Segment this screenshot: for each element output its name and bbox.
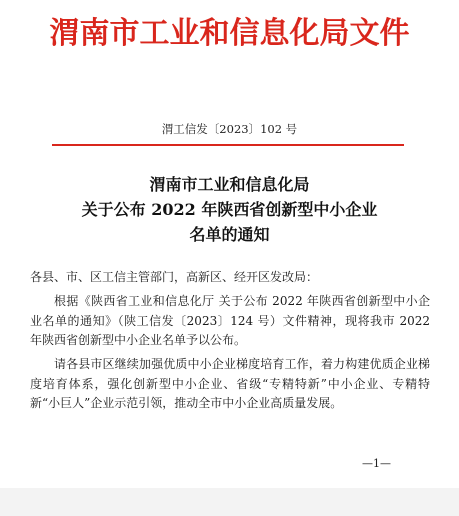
notice-title bbox=[0, 172, 459, 247]
red-divider-line bbox=[52, 144, 404, 146]
body-paragraph-2: 请各县市区继续加强优质中小企业梯度培育工作，着力构建优质企业梯度培育体系，强化创新型中小企业、省级“专精特新”中小企业、专精特新“小巨人”企业示范引领，推动全市中小企业高质量发展。 bbox=[30, 357, 430, 410]
notice-title-line-3: 名单的通知 bbox=[189, 225, 270, 244]
page-number: —1— bbox=[362, 457, 391, 470]
document-number: 渭工信发〔2023〕102 号 bbox=[161, 122, 298, 136]
addressee-line: 各县、市、区工信主管部门，高新区、经开区发改局： bbox=[30, 270, 319, 284]
notice-title-line-1: 渭南市工业和信息化局 bbox=[149, 175, 310, 194]
notice-title-line-2: 关于公布 2022 年陕西省创新型中小企业 bbox=[81, 200, 378, 219]
body-paragraph-1: 根据《陕西省工业和信息化厅 关于公布 2022 年陕西省创新型中小企业名单的通知》（陕工信发〔2023〕124 号）文件精神，现将我市 2022 年陕西省创新型中小企业名单予以公布。 bbox=[30, 294, 430, 347]
masthead-title: 渭南市工业和信息化局文件 bbox=[49, 16, 410, 51]
page-bottom-margin bbox=[0, 488, 459, 516]
